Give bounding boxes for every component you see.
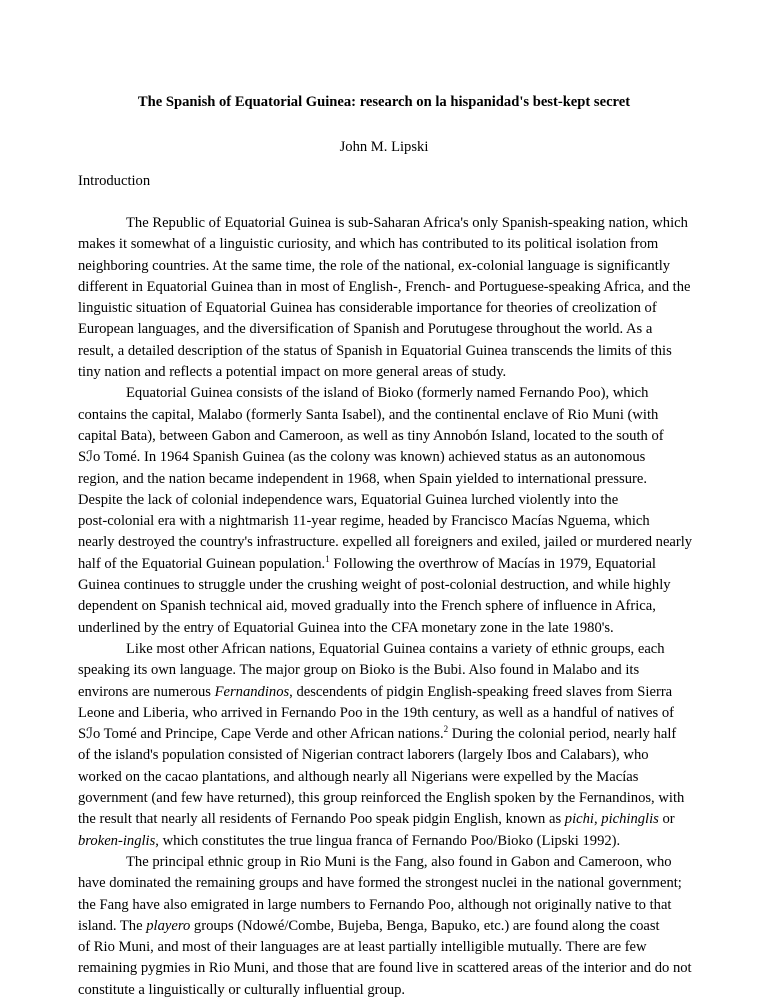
text-line: Guinea continues to struggle under the crushing weight of post-colonial destruction, and while highly bbox=[78, 577, 671, 594]
text-line: speaking its own language. The major group on Bioko is the Bubi. Also found in Malabo and its bbox=[78, 662, 640, 679]
text-line: European languages, and the diversification of Spanish and Porutugese throughout the world. As a bbox=[78, 321, 653, 338]
text-line: Sℐo Tomé. In 1964 Spanish Guinea (as the colony was known) achieved status as an autonomous bbox=[78, 449, 646, 466]
text-line: of the island's population consisted of Nigerian contract laborers (largely Ibos and Calabars), who bbox=[78, 747, 649, 764]
author-name: John M. Lipski bbox=[339, 139, 429, 155]
section-heading: Introduction bbox=[78, 173, 151, 189]
text-line: tiny nation and reflects a potential impact on more general areas of study. bbox=[78, 364, 507, 381]
text-line: The Republic of Equatorial Guinea is sub-Saharan Africa's only Spanish-speaking nation, which bbox=[126, 215, 688, 231]
text-line: Despite the lack of colonial independence wars, Equatorial Guinea lurched violently into the bbox=[78, 491, 619, 508]
text-line: contains the capital, Malabo (formerly Santa Isabel), and the continental enclave of Rio Muni (with bbox=[78, 406, 659, 423]
footnote-marker[interactable]: 2 bbox=[443, 724, 449, 735]
italic-term: Fernandinos bbox=[214, 683, 290, 700]
italic-term: broken-inglis bbox=[78, 832, 156, 849]
paragraph bbox=[78, 383, 692, 639]
paragraph bbox=[78, 639, 692, 852]
text-line: environs are numerous Fernandinos, descendents of pidgin English-speaking freed slaves from Sierra bbox=[78, 683, 673, 700]
text-line: Equatorial Guinea consists of the island of Bioko (formerly named Fernando Poo), which bbox=[126, 385, 649, 402]
italic-term: pichi bbox=[564, 811, 594, 828]
text-line: neighboring countries. At the same time, the role of the national, ex-colonial language is significantly bbox=[78, 257, 671, 274]
italic-term: playero bbox=[146, 917, 191, 934]
text-line: government (and few have returned), this group reinforced the English spoken by the Fernandinos, with bbox=[78, 790, 685, 807]
text-line: result, a detailed description of the status of Spanish in Equatorial Guinea transcends the limits of this bbox=[78, 342, 672, 359]
text-line: constitute a linguistically or culturally influential group. bbox=[78, 981, 406, 998]
paper-title: The Spanish of Equatorial Guinea: research on la hispanidad's best-kept secret bbox=[137, 94, 631, 110]
text-line: remaining pygmies in Rio Muni, and those that are found live in scattered areas of the interior and do not bbox=[78, 960, 692, 977]
text-line: region, and the nation became independent in 1968, when Spain yielded to international pressure. bbox=[78, 470, 647, 487]
text-line: the result that nearly all residents of Fernando Poo speak pidgin English, known as pichi, pichinglis or bbox=[78, 811, 675, 828]
text-line: the Fang have also emigrated in large numbers to Fernando Poo, although not originally native to that bbox=[78, 896, 672, 913]
text-line: half of the Equatorial Guinean population.$^1$ Following the overthrow of Macías in 1979, Equatorial bbox=[78, 553, 656, 572]
text-line: linguistic situation of Equatorial Guinea has considerable importance for theories of creolization of bbox=[78, 300, 657, 317]
paragraph bbox=[78, 852, 692, 1001]
text-line: makes it somewhat of a linguistic curiosity, and which has contributed to its political isolation from bbox=[78, 236, 659, 253]
text-line: The principal ethnic group in Rio Muni is the Fang, also found in Gabon and Cameroon, who bbox=[126, 853, 672, 870]
text-line: Like most other African nations, Equatorial Guinea contains a variety of ethnic groups, each bbox=[126, 640, 665, 657]
text-line: underlined by the entry of Equatorial Guinea into the CFA monetary zone in the late 1980's. bbox=[78, 619, 614, 636]
text-line: of Rio Muni, and most of their languages are at least partially intelligible mutually. There are few bbox=[78, 939, 647, 956]
text-line: capital Bata), between Gabon and Cameroon, as well as tiny Annobón Island, located to the south of bbox=[78, 427, 664, 444]
text-line: dependent on Spanish technical aid, moved gradually into the French sphere of influence in Africa, bbox=[78, 598, 656, 615]
text-line: post-colonial era with a nightmarish 11-year regime, headed by Francisco Macías Nguema, which bbox=[78, 513, 650, 530]
text-line: Leone and Liberia, who arrived in Fernando Poo in the 19th century, as well as a handful of natives of bbox=[78, 704, 675, 721]
text-line: have dominated the remaining groups and have formed the strongest nuclei in the national government; bbox=[78, 875, 682, 892]
text-line: Sℐo Tomé and Principe, Cape Verde and other African nations.$^2$ During the colonial period, nearly half bbox=[78, 724, 677, 743]
footnote-marker[interactable]: 1 bbox=[325, 553, 330, 564]
text-line: island. The playero groups (Ndowé/Combe, Bujeba, Benga, Bapuko, etc.) are found along the coast bbox=[78, 917, 660, 934]
text-line: worked on the cacao plantations, and although nearly all Nigerians were expelled by the Macías bbox=[78, 768, 639, 785]
italic-term: pichinglis bbox=[601, 811, 659, 828]
text-line: nearly destroyed the country's infrastructure. expelled all foreigners and exiled, jailed or murdered nearly bbox=[78, 534, 693, 551]
text-line: broken-inglis, which constitutes the true lingua franca of Fernando Poo/Bioko (Lipski 1992). bbox=[78, 832, 621, 849]
body-text bbox=[78, 213, 692, 1001]
paragraph bbox=[78, 213, 692, 383]
text-line: different in Equatorial Guinea than in most of English-, French- and Portuguese-speaking Africa, and the bbox=[78, 278, 691, 295]
